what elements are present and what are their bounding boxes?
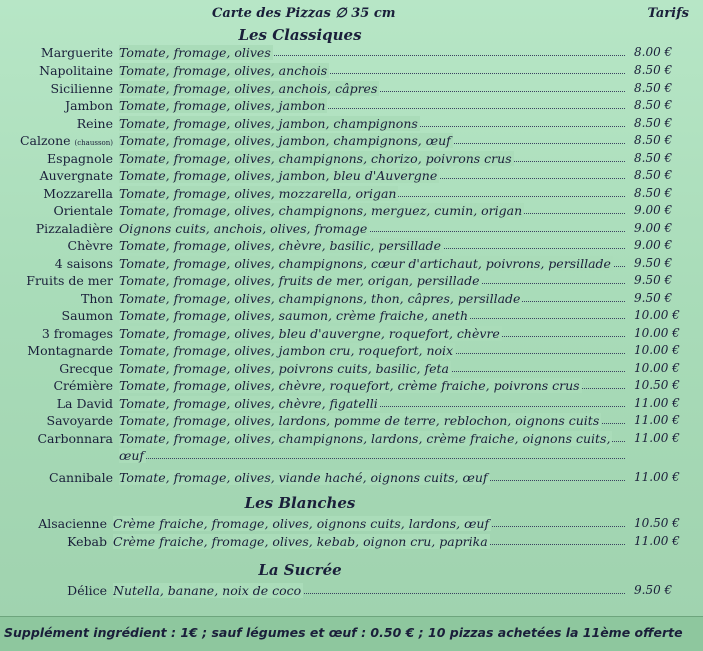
menu-item (0, 343, 703, 361)
pizza-name (67, 583, 107, 598)
pizza-price: 11.00 € (634, 431, 680, 445)
ingredients-text: Tomate, fromage, olives, poivrons cuits, basilic, feta (119, 361, 449, 376)
footer-bar (0, 616, 703, 651)
pizza-name-text: 4 saisons (54, 256, 113, 271)
pizza-ingredients (119, 396, 625, 411)
pizza-price: 8.50 € (634, 98, 673, 112)
pizza-name (47, 151, 113, 166)
pizza-ingredients (119, 98, 625, 113)
pizza-name (51, 81, 113, 96)
ingredients-text: Tomate, fromage, olives, jambon (119, 98, 326, 113)
ingredients-text: Tomate, fromage, olives, mozzarella, origan (119, 186, 397, 201)
menu-item (0, 186, 703, 204)
pizza-price: 10.00 € (634, 343, 680, 357)
pizza-ingredients (119, 151, 625, 166)
pizza-name-text: Alsacienne (38, 516, 107, 531)
pizza-price: 8.50 € (634, 81, 673, 95)
pizza-name-text: 3 fromages (41, 326, 113, 341)
pizza-price: 8.50 € (634, 168, 673, 182)
pizza-name-text: Saumon (61, 308, 113, 323)
menu-item (0, 221, 703, 239)
pizza-name-text: Espagnole (47, 151, 113, 166)
pizza-ingredients (113, 583, 625, 598)
menu-item (0, 378, 703, 396)
pizza-name (47, 413, 114, 428)
ingredients-text: Tomate, fromage, olives, bleu d'auvergne, roquefort, chèvre (119, 326, 500, 341)
menu-item (0, 396, 703, 414)
pizza-price: 11.00 € (634, 413, 680, 427)
pizza-name-text: Pizzaladière (35, 221, 113, 236)
pizza-name-text: Mozzarella (43, 186, 113, 201)
pizza-name (37, 431, 113, 446)
pizza-name (36, 221, 113, 236)
ingredients-text: Tomate, fromage, olives, champignons, cœur d'artichaut, poivrons, persillade (119, 256, 611, 271)
ingredients-text: Tomate, fromage, olives, champignons, lardons, crème fraiche, oignons cuits, (119, 431, 611, 446)
pizza-ingredients (119, 63, 625, 78)
pizza-ingredients (119, 470, 625, 485)
menu-item (0, 534, 703, 552)
pizza-price: 11.00 € (634, 534, 680, 548)
pizza-name (81, 291, 113, 306)
menu-item (0, 308, 703, 326)
pizza-price: 8.50 € (634, 116, 673, 130)
pizza-name (77, 116, 113, 131)
tarifs-heading: Tarifs (647, 6, 689, 21)
ingredients-text: Crème fraiche, fromage, olives, oignons cuits, lardons, œuf (113, 516, 490, 531)
pizza-price: 8.50 € (634, 133, 673, 147)
pizza-price: 10.00 € (634, 308, 680, 322)
ingredients-text: Tomate, fromage, olives, chèvre, basilic, persillade (119, 238, 441, 253)
menu-item (0, 151, 703, 169)
pizza-price: 9.00 € (634, 203, 673, 217)
ingredients-text: Tomate, fromage, olives, jambon, champignons (119, 116, 418, 131)
pizza-price: 10.50 € (634, 378, 680, 392)
pizza-price: 11.00 € (634, 396, 680, 410)
ingredients-text: Tomate, fromage, olives, jambon cru, roquefort, noix (119, 343, 454, 358)
section-title: Les Classiques (238, 26, 362, 44)
pizza-price: 9.50 € (634, 256, 673, 270)
pizza-name (62, 308, 114, 323)
pizza-name (59, 361, 113, 376)
ingredients-text: Tomate, fromage, olives (119, 45, 271, 60)
pizza-ingredients (119, 133, 625, 148)
ingredients-text: Tomate, fromage, olives, anchois (119, 63, 328, 78)
ingredients-text: œuf (119, 448, 145, 463)
menu-item (0, 133, 703, 151)
pizza-name (67, 534, 107, 549)
menu-header (0, 4, 703, 24)
pizza-name (49, 470, 113, 485)
pizza-ingredients (119, 81, 625, 96)
pizza-ingredients (119, 273, 625, 288)
pizza-ingredients (113, 534, 625, 549)
pizza-name-text: Cannibale (49, 470, 113, 485)
pizza-price: 9.00 € (634, 221, 673, 235)
pizza-name-text: Auvergnate (39, 168, 113, 183)
menu-item (0, 168, 703, 186)
pizza-ingredients (119, 45, 625, 60)
ingredients-text: Tomate, fromage, olives, champignons, merguez, cumin, origan (119, 203, 523, 218)
pizza-ingredients (119, 221, 625, 236)
pizza-name (26, 273, 113, 288)
ingredients-text: Oignons cuits, anchois, olives, fromage (119, 221, 368, 236)
section-title: La Sucrée (258, 561, 342, 579)
pizza-ingredients (113, 516, 625, 531)
pizza-ingredients (119, 291, 625, 306)
ingredients-text: Tomate, fromage, olives, champignons, thon, câpres, persillade (119, 291, 521, 306)
pizza-name-text: Carbonnara (37, 431, 113, 446)
ingredients-text: Nutella, banane, noix de coco (113, 583, 302, 598)
menu-item (0, 583, 703, 601)
pizza-name (57, 396, 113, 411)
pizza-ingredients (119, 448, 625, 463)
ingredients-text: Tomate, fromage, olives, chèvre, roquefort, crème fraiche, poivrons crus (119, 378, 580, 393)
pizza-name (27, 343, 113, 358)
pizza-name-text: Reine (76, 116, 113, 131)
pizza-name-text: Fruits de mer (26, 273, 113, 288)
menu-item-continuation (0, 448, 703, 466)
pizza-ingredients (119, 431, 625, 446)
ingredients-text: Tomate, fromage, olives, saumon, crème fraiche, aneth (119, 308, 468, 323)
pizza-name (38, 516, 107, 531)
pizza-name (41, 45, 113, 60)
ingredients-text: Tomate, fromage, olives, chèvre, figatelli (119, 396, 378, 411)
pizza-name (20, 133, 113, 148)
pizza-name-text: Grecque (59, 361, 113, 376)
ingredients-text: Tomate, fromage, olives, jambon, bleu d'Auvergne (119, 168, 438, 183)
pizza-name-text: Chèvre (67, 238, 113, 253)
ingredients-text: Tomate, fromage, olives, fruits de mer, origan, persillade (119, 273, 480, 288)
pizza-name-text: Savoyarde (46, 413, 113, 428)
menu-item (0, 116, 703, 134)
pizza-name (65, 98, 113, 113)
pizza-name-text: Napolitaine (39, 63, 113, 78)
pizza-name-text: Crémière (53, 378, 113, 393)
menu-item (0, 431, 703, 449)
pizza-price: 9.50 € (634, 291, 673, 305)
menu-item (0, 326, 703, 344)
menu-item (0, 63, 703, 81)
pizza-name (68, 238, 113, 253)
menu-item (0, 256, 703, 274)
pizza-ingredients (119, 168, 625, 183)
pizza-price: 8.50 € (634, 186, 673, 200)
menu-item (0, 291, 703, 309)
pizza-name-text: Orientale (53, 203, 113, 218)
ingredients-text: Tomate, fromage, olives, lardons, pomme de terre, reblochon, oignons cuits (119, 413, 600, 428)
pizza-ingredients (119, 116, 625, 131)
pizza-name (43, 186, 113, 201)
menu-item (0, 81, 703, 99)
pizza-name (53, 378, 113, 393)
ingredients-text: Tomate, fromage, olives, anchois, câpres (119, 81, 378, 96)
pizza-price: 8.00 € (634, 45, 673, 59)
section-title: Les Blanches (244, 494, 356, 512)
menu-item (0, 98, 703, 116)
ingredients-text: Tomate, fromage, olives, viande haché, oignons cuits, œuf (119, 470, 488, 485)
menu-item (0, 273, 703, 291)
ingredients-text: Crème fraiche, fromage, olives, kebab, oignon cru, paprika (113, 534, 488, 549)
menu-item (0, 470, 703, 488)
pizza-name-text: Marguerite (40, 45, 113, 60)
menu-title: Carte des Pizzas ∅ 35 cm (212, 6, 396, 21)
pizza-price: 11.00 € (634, 470, 680, 484)
pizza-ingredients (119, 343, 625, 358)
pizza-name-text: Sicilienne (50, 81, 113, 96)
ingredients-text: Tomate, fromage, olives, champignons, chorizo, poivrons crus (119, 151, 512, 166)
pizza-ingredients (119, 203, 625, 218)
ingredients-text: Tomate, fromage, olives, jambon, champignons, œuf (119, 133, 451, 148)
pizza-ingredients (119, 378, 625, 393)
menu-item (0, 361, 703, 379)
pizza-ingredients (119, 361, 625, 376)
pizza-ingredients (119, 308, 625, 323)
pizza-name (40, 168, 113, 183)
pizza-price: 10.50 € (634, 516, 680, 530)
pizza-name-text: Délice (67, 583, 107, 598)
pizza-name (42, 326, 113, 341)
pizza-name-text: Calzone (19, 133, 71, 148)
pizza-name-note: (chausson) (74, 139, 113, 147)
pizza-ingredients (119, 256, 625, 271)
menu-item (0, 413, 703, 431)
footer-note: Supplément ingrédient : 1€ ; sauf légumes et œuf : 0.50 € ; 10 pizzas achetées la 11ème offerte (4, 625, 683, 640)
pizza-price: 8.50 € (634, 63, 673, 77)
pizza-ingredients (119, 238, 625, 253)
pizza-price: 10.00 € (634, 326, 680, 340)
menu-item (0, 203, 703, 221)
pizza-name-text: Thon (81, 291, 113, 306)
pizza-name (55, 256, 113, 271)
pizza-price: 9.00 € (634, 238, 673, 252)
pizza-name (39, 63, 113, 78)
pizza-name-text: Montagnarde (27, 343, 113, 358)
pizza-price: 8.50 € (634, 151, 673, 165)
menu-item (0, 238, 703, 256)
pizza-name-text: La David (56, 396, 113, 411)
pizza-price: 9.50 € (634, 583, 673, 597)
menu-item (0, 45, 703, 63)
pizza-ingredients (119, 186, 625, 201)
pizza-name-text: Jambon (65, 98, 113, 113)
pizza-price: 10.00 € (634, 361, 680, 375)
pizza-ingredients (119, 413, 625, 428)
pizza-name-text: Kebab (67, 534, 107, 549)
pizza-price: 9.50 € (634, 273, 673, 287)
pizza-name (53, 203, 113, 218)
pizza-ingredients (119, 326, 625, 341)
menu-item (0, 516, 703, 534)
